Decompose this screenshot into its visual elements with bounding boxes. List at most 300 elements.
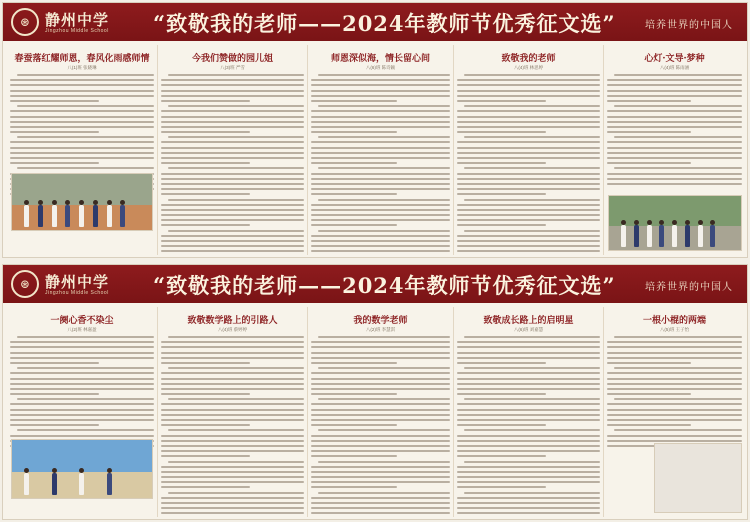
text-line — [318, 336, 450, 338]
text-line — [457, 90, 600, 92]
banner — [3, 265, 747, 303]
text-line — [457, 141, 600, 143]
text-line — [457, 178, 600, 180]
essay-column — [307, 45, 453, 255]
text-line — [168, 492, 304, 494]
text-line — [311, 152, 450, 154]
group-photo — [11, 173, 153, 231]
text-line — [607, 100, 691, 102]
person-figure — [120, 205, 125, 227]
text-line — [457, 362, 546, 364]
slogan: 培养世界的中国人 — [645, 282, 733, 293]
text-line — [607, 84, 742, 86]
school-logo-icon: ⊛ — [11, 8, 39, 36]
essay-title: 一阕心香不染尘 — [50, 316, 114, 326]
text-line — [10, 403, 154, 405]
text-line — [17, 367, 154, 369]
main-title: “致敬我的老师——2024年教师节优秀征文选” — [153, 11, 616, 36]
text-line — [168, 336, 304, 338]
text-line — [161, 188, 304, 190]
text-line — [311, 219, 450, 221]
text-line — [311, 121, 450, 123]
text-line — [311, 126, 450, 128]
text-line — [161, 419, 304, 421]
text-line — [161, 204, 304, 206]
text-line — [311, 162, 397, 164]
text-line — [318, 136, 450, 138]
text-line — [464, 230, 600, 232]
text-line — [457, 121, 600, 123]
school-name: 静州中学 — [45, 273, 110, 291]
text-line — [10, 110, 154, 112]
text-line — [311, 250, 450, 252]
text-line — [457, 502, 600, 504]
text-line — [10, 424, 99, 426]
text-line — [161, 79, 304, 81]
text-line — [457, 147, 600, 149]
text-line — [464, 336, 600, 338]
text-line — [10, 372, 154, 374]
text-line — [311, 486, 397, 488]
text-line — [168, 74, 304, 76]
text-line — [457, 188, 600, 190]
text-line — [607, 183, 742, 185]
text-line — [457, 512, 600, 514]
text-line — [311, 481, 450, 483]
text-line — [161, 90, 304, 92]
text-line — [161, 157, 304, 159]
text-line — [161, 502, 304, 504]
school-name: 静州中学 — [45, 11, 110, 29]
text-line — [464, 136, 600, 138]
text-line — [457, 455, 546, 457]
text-line — [607, 162, 691, 164]
text-line — [311, 455, 397, 457]
person-figure — [24, 473, 29, 495]
text-line — [311, 346, 450, 348]
text-line — [311, 362, 397, 364]
person-figure — [659, 225, 664, 247]
text-line — [457, 486, 546, 488]
essay-title: 致敬我的老师 — [501, 54, 556, 64]
text-line — [457, 357, 600, 359]
text-line — [10, 157, 154, 159]
person-figure — [647, 225, 652, 247]
text-line — [464, 429, 600, 431]
text-line — [311, 214, 450, 216]
text-line — [318, 367, 450, 369]
text-line — [161, 346, 304, 348]
text-line — [17, 398, 154, 400]
text-line — [168, 230, 304, 232]
text-line — [464, 105, 600, 107]
text-line — [464, 199, 600, 201]
text-line — [311, 147, 450, 149]
text-line — [168, 199, 304, 201]
person-figure — [79, 473, 84, 495]
text-line — [10, 147, 154, 149]
text-line — [161, 476, 304, 478]
text-line — [311, 116, 450, 118]
text-line — [311, 193, 397, 195]
text-line — [607, 403, 742, 405]
text-line — [10, 393, 99, 395]
text-line — [607, 157, 742, 159]
text-line — [457, 352, 600, 354]
text-line — [607, 393, 691, 395]
text-line — [457, 235, 600, 237]
essay-title: 今我们赞做的园儿姐 — [191, 54, 273, 64]
text-line — [311, 419, 450, 421]
essay-column — [157, 307, 307, 517]
essay-column — [603, 45, 745, 255]
text-line — [168, 105, 304, 107]
person-figure — [621, 225, 626, 247]
text-line — [457, 152, 600, 154]
text-line — [614, 429, 742, 431]
essay-board-bottom — [2, 264, 748, 520]
text-line — [311, 466, 450, 468]
text-line — [161, 440, 304, 442]
essay-title: 一根小棍的两端 — [642, 316, 706, 326]
essay-column — [603, 307, 745, 517]
essay-board-top — [2, 2, 748, 258]
text-line — [457, 193, 546, 195]
text-line — [161, 173, 304, 175]
text-line — [161, 152, 304, 154]
text-line — [607, 95, 742, 97]
school-name-english: Jingzhou Middle School — [45, 28, 109, 34]
person-figure — [93, 205, 98, 227]
essay-column — [7, 307, 157, 517]
text-line — [614, 105, 742, 107]
text-line — [318, 199, 450, 201]
text-line — [10, 95, 154, 97]
text-line — [311, 445, 450, 447]
text-line — [457, 126, 600, 128]
essay-byline: 八(2)班 林嘉盈 — [67, 327, 97, 332]
text-line — [607, 424, 691, 426]
text-line — [311, 512, 450, 514]
banner — [3, 3, 747, 41]
text-line — [311, 372, 450, 374]
text-line — [161, 372, 304, 374]
text-line — [17, 336, 154, 338]
text-line — [607, 110, 742, 112]
text-line — [457, 100, 546, 102]
text-line — [311, 352, 450, 354]
text-line — [161, 388, 304, 390]
text-line — [614, 74, 742, 76]
text-line — [10, 383, 154, 385]
text-line — [311, 183, 450, 185]
text-line — [311, 497, 450, 499]
text-line — [161, 121, 304, 123]
text-line — [161, 352, 304, 354]
text-line — [161, 95, 304, 97]
essay-body — [161, 336, 304, 517]
essay-title: 春蚕落红耀师恩，春风化雨感师情 — [14, 54, 150, 64]
essay-body — [311, 336, 450, 517]
text-line — [311, 224, 397, 226]
text-line — [457, 471, 600, 473]
text-line — [311, 388, 450, 390]
text-line — [311, 476, 450, 478]
text-line — [457, 341, 600, 343]
text-line — [457, 403, 600, 405]
text-line — [161, 403, 304, 405]
text-line — [161, 183, 304, 185]
text-line — [457, 393, 546, 395]
text-line — [161, 362, 250, 364]
text-line — [161, 455, 250, 457]
text-line — [607, 90, 742, 92]
text-line — [607, 126, 742, 128]
text-line — [161, 110, 304, 112]
person-figure — [24, 205, 29, 227]
main-title: “致敬我的老师——2024年教师节优秀征文选” — [153, 273, 616, 298]
text-line — [311, 141, 450, 143]
text-line — [311, 245, 450, 247]
text-line — [161, 435, 304, 437]
text-line — [457, 507, 600, 509]
text-line — [457, 116, 600, 118]
essay-body — [457, 336, 600, 517]
text-line — [311, 403, 450, 405]
essay-body — [457, 74, 600, 255]
text-line — [457, 240, 600, 242]
text-line — [318, 492, 450, 494]
text-line — [311, 90, 450, 92]
text-line — [161, 450, 304, 452]
text-line — [161, 162, 250, 164]
text-line — [607, 121, 742, 123]
text-line — [161, 341, 304, 343]
text-line — [607, 409, 742, 411]
essay-columns — [7, 45, 745, 255]
text-line — [607, 414, 742, 416]
text-line — [311, 100, 397, 102]
text-line — [10, 141, 154, 143]
text-line — [10, 79, 154, 81]
text-line — [607, 435, 742, 437]
text-line — [457, 131, 546, 133]
essay-body — [311, 74, 450, 255]
person-figure — [52, 205, 57, 227]
text-line — [318, 429, 450, 431]
text-line — [457, 219, 600, 221]
text-line — [311, 383, 450, 385]
text-line — [161, 100, 250, 102]
text-line — [10, 121, 154, 123]
text-line — [311, 235, 450, 237]
text-line — [457, 497, 600, 499]
text-line — [607, 378, 742, 380]
text-line — [161, 471, 304, 473]
text-line — [161, 486, 250, 488]
text-line — [607, 131, 691, 133]
text-line — [311, 178, 450, 180]
text-line — [161, 178, 304, 180]
essay-byline: 八(4)班 陈雨涵 — [659, 65, 690, 70]
text-line — [607, 419, 742, 421]
text-line — [457, 162, 546, 164]
text-line — [10, 84, 154, 86]
text-line — [10, 131, 99, 133]
text-line — [17, 74, 154, 76]
essay-byline: 八(1)班 张晓琳 — [67, 65, 97, 70]
text-line — [457, 173, 600, 175]
text-line — [464, 167, 600, 169]
text-line — [10, 341, 154, 343]
text-line — [614, 136, 742, 138]
text-line — [311, 393, 397, 395]
text-line — [311, 209, 450, 211]
text-line — [457, 110, 600, 112]
group-photo — [608, 195, 742, 251]
person-figure — [672, 225, 677, 247]
text-line — [318, 461, 450, 463]
text-line — [10, 409, 154, 411]
text-line — [457, 481, 600, 483]
text-line — [10, 378, 154, 380]
text-line — [311, 471, 450, 473]
essay-byline: 八(6)班 陈诗颖 — [365, 65, 396, 70]
text-line — [311, 502, 450, 504]
essay-byline: 八(2)班 李慧淇 — [365, 327, 396, 332]
essay-body — [607, 74, 742, 185]
essay-byline: 八(5)班 王子怡 — [659, 327, 690, 332]
text-line — [607, 357, 742, 359]
text-line — [457, 419, 600, 421]
text-line — [17, 429, 154, 431]
text-line — [457, 214, 600, 216]
text-line — [10, 90, 154, 92]
text-line — [311, 440, 450, 442]
slogan: 培养世界的中国人 — [645, 20, 733, 31]
text-line — [17, 136, 154, 138]
text-line — [457, 466, 600, 468]
text-line — [161, 357, 304, 359]
text-line — [161, 235, 304, 237]
text-line — [161, 393, 250, 395]
text-line — [614, 367, 742, 369]
text-line — [457, 476, 600, 478]
text-line — [161, 414, 304, 416]
text-line — [10, 435, 154, 437]
text-line — [318, 230, 450, 232]
text-line — [614, 336, 742, 338]
text-line — [311, 188, 450, 190]
text-line — [607, 152, 742, 154]
essay-column — [453, 307, 603, 517]
text-line — [311, 95, 450, 97]
text-line — [457, 95, 600, 97]
person-figure — [685, 225, 690, 247]
text-line — [161, 507, 304, 509]
text-line — [311, 357, 450, 359]
text-line — [607, 388, 742, 390]
essay-body — [607, 336, 742, 447]
text-line — [161, 240, 304, 242]
text-line — [168, 167, 304, 169]
person-figure — [107, 205, 112, 227]
text-line — [457, 245, 600, 247]
text-line — [311, 131, 397, 133]
text-line — [311, 378, 450, 380]
essay-byline: 八(3)班 严雪 — [220, 65, 245, 70]
text-line — [161, 250, 304, 252]
text-line — [457, 435, 600, 437]
text-line — [607, 141, 742, 143]
beach-photo — [11, 439, 153, 499]
text-line — [311, 450, 450, 452]
text-line — [457, 450, 600, 452]
essay-title: 我的数学老师 — [353, 316, 408, 326]
text-line — [457, 250, 600, 252]
text-line — [161, 512, 304, 514]
text-line — [10, 362, 99, 364]
text-line — [161, 209, 304, 211]
text-line — [10, 388, 154, 390]
text-line — [318, 167, 450, 169]
text-line — [161, 245, 304, 247]
text-line — [10, 162, 99, 164]
school-logo-icon: ⊛ — [11, 270, 39, 298]
essay-column — [307, 307, 453, 517]
text-line — [311, 341, 450, 343]
text-line — [311, 79, 450, 81]
text-line — [607, 147, 742, 149]
text-line — [607, 440, 742, 442]
essay-byline: 八(6)班 刘嘉慧 — [513, 327, 544, 332]
text-line — [464, 492, 600, 494]
text-line — [17, 167, 154, 169]
text-line — [161, 424, 250, 426]
text-line — [607, 346, 742, 348]
text-line — [10, 152, 154, 154]
text-line — [457, 378, 600, 380]
text-line — [457, 424, 546, 426]
text-line — [161, 409, 304, 411]
text-line — [161, 193, 250, 195]
essay-byline: 八(4)班 蔡婷婷 — [217, 327, 248, 332]
person-figure — [634, 225, 639, 247]
text-line — [161, 466, 304, 468]
text-line — [607, 116, 742, 118]
person-figure — [698, 225, 703, 247]
essay-column — [7, 45, 157, 255]
text-line — [161, 131, 250, 133]
portrait-photo — [654, 443, 742, 513]
text-line — [161, 224, 250, 226]
text-line — [311, 507, 450, 509]
text-line — [10, 414, 154, 416]
text-line — [311, 110, 450, 112]
essay-body — [161, 74, 304, 255]
text-line — [10, 352, 154, 354]
text-line — [457, 224, 546, 226]
text-line — [607, 372, 742, 374]
person-figure — [52, 473, 57, 495]
essay-title: 心灯·文导·梦种 — [644, 54, 705, 64]
text-line — [318, 74, 450, 76]
text-line — [10, 126, 154, 128]
text-line — [161, 445, 304, 447]
text-line — [457, 84, 600, 86]
text-line — [457, 388, 600, 390]
text-line — [17, 105, 154, 107]
